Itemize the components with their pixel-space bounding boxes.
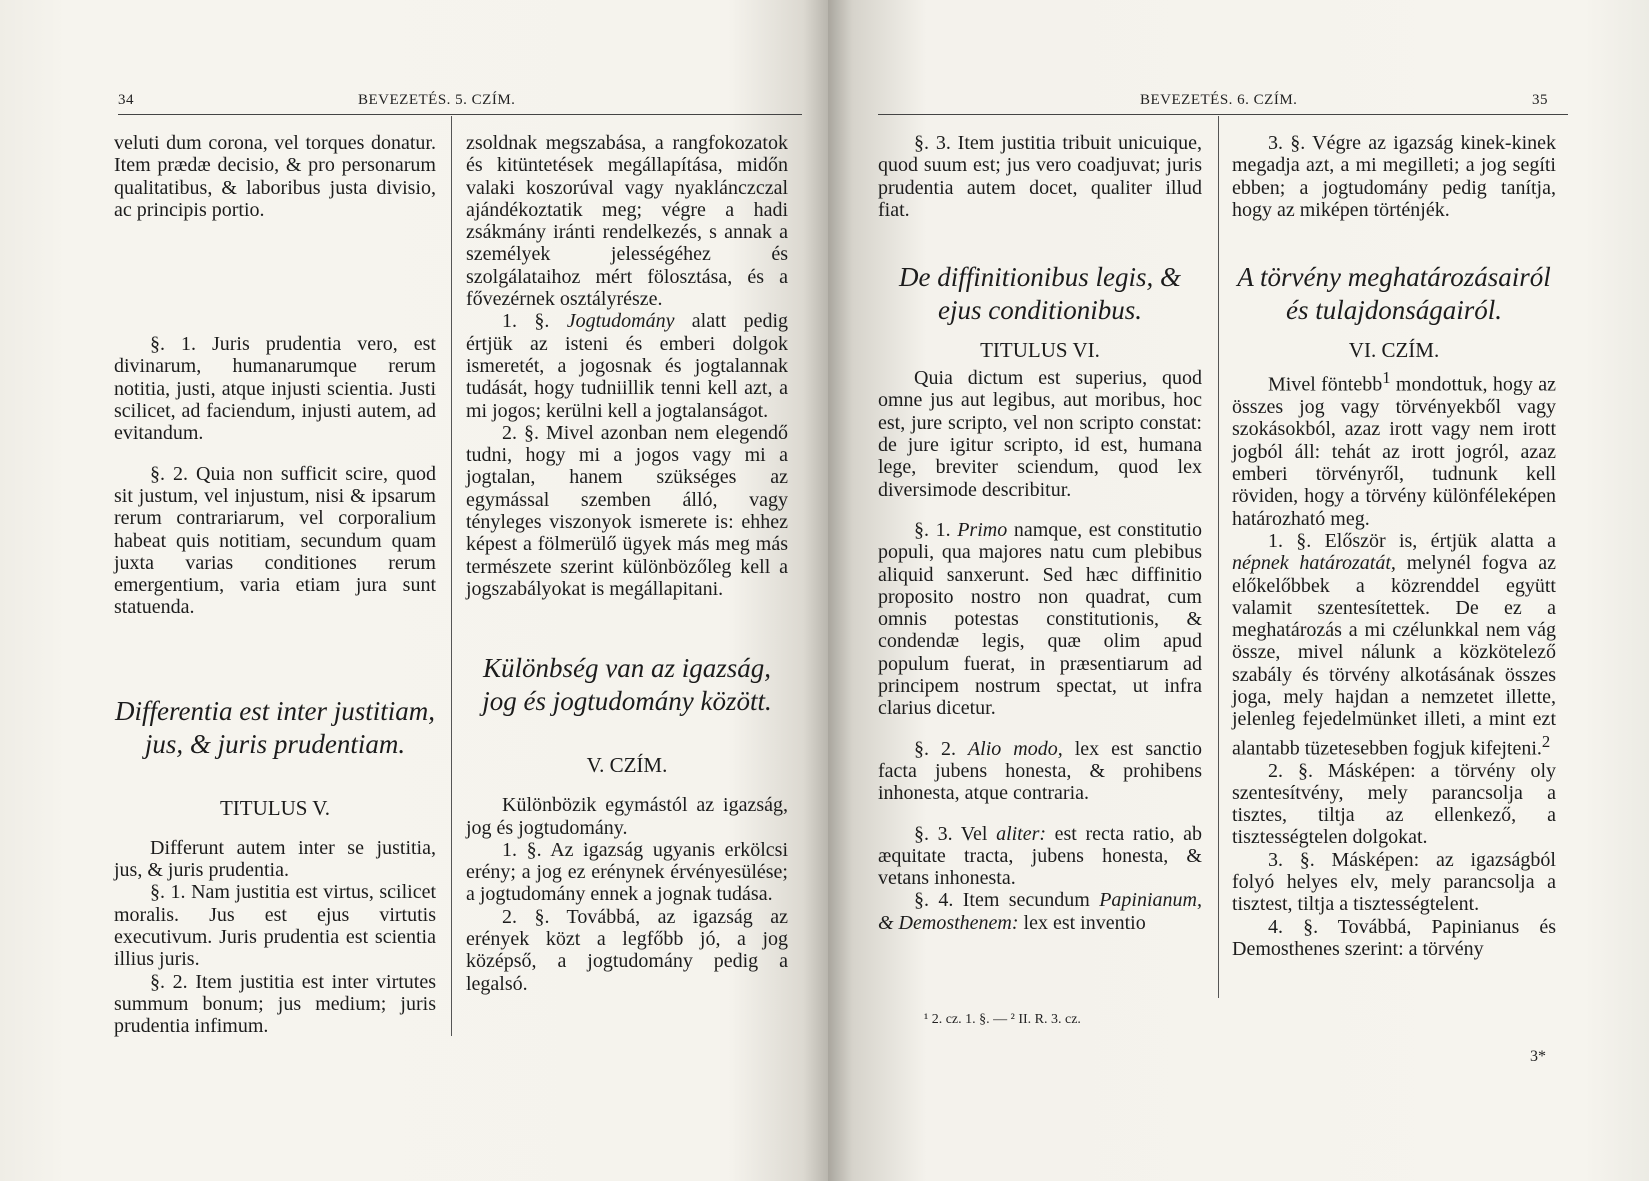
section-heading-latin: Differentia est inter justitiam, jus, & juris prudentiam. <box>115 695 435 759</box>
latin-paragraph: §. 2. Quia non sufficit scire, quod sit justum, vel injustum, nisi & ipsarum rerum contrariarum, vel corporalium habeat quis notitiam, secundum quam juxta varias conditiones rerum emergentium, varia etiam jura sunt statuenda. <box>114 462 436 619</box>
hungarian-paragraph: 2. §. Továbbá, az igazság az erények közt a legfőbb jó, a jog középső, a jogtudomány pedig a legalsó. <box>466 905 788 995</box>
section-title-latin: TITULUS V. <box>219 795 331 820</box>
latin-paragraph: §. 1. Nam justitia est virtus, scilicet moralis. Jus est ejus virtutis executivum. Juris prudentia est scientia illius juris. <box>114 881 436 971</box>
footnote: ¹ 2. cz. 1. §. — ² II. R. 3. cz. <box>924 1012 1081 1027</box>
hungarian-paragraph: 3. §. Végre az igazság kinek-kinek megadja azt, a mi megilleti; a jog segíti ebben; a jogtudomány pedig tanítja, hogy az miképen történjék. <box>1232 132 1556 221</box>
section-title-hungarian: V. CZÍM. <box>586 753 668 778</box>
latin-paragraph: §. 1. Juris prudentia vero, est divinarum, humanarumque rerum notitia, justi, atque injusti scientia. Justi scilicet, ad faciendum, injusti autem, ad evitandum. <box>114 333 436 445</box>
running-head-right: BEVEZETÉS. 6. CZÍM. <box>1140 92 1298 108</box>
hungarian-paragraph: 3. §. Másképen: az igazságból folyó helyes elv, mely parancsolja a tisztest, tiltja a tisztességtelent. <box>1232 848 1556 916</box>
column-divider-left <box>451 116 452 1036</box>
latin-paragraph: §. 3. Item justitia tribuit unicuique, quod suum est; jus vero coadjuvat; juris prudentia autem docet, qualiter illud fiat. <box>878 132 1202 221</box>
section-title-hungarian: VI. CZÍM. <box>1348 338 1440 363</box>
latin-column-right <box>878 132 1202 934</box>
page-number-left: 34 <box>118 92 134 108</box>
latin-paragraph: Quia dictum est superius, quod omne jus aut legibus, aut moribus, hoc est, jure scripto, vel non scripto constat: de jure igitur scripto, id est, humana lege, breviter sciendum, quod lex diversimode describitur. <box>878 367 1202 501</box>
hungarian-paragraph: zsoldnak megszabása, a rangfokozatok és kitüntetések megállapítása, midőn valaki koszorúval vagy nyaklánczczal ajándékoztatik meg; végre a hadi zsákmány iránti rendelkezés, s annak a személyek jelességéhez és szolgálataihoz mért fölosztása, és a fővezérnek osztályrésze. <box>466 132 788 311</box>
latin-paragraph: §. 2. Item justitia est inter virtutes summum bonum; jus medium; juris prudentia infimum. <box>114 970 436 1038</box>
section-heading-latin: De diffinitionibus legis, & ejus conditionibus. <box>899 262 1181 326</box>
section-title-latin: TITULUS VI. <box>980 338 1100 363</box>
right-page <box>828 0 1649 1181</box>
latin-paragraph: §. 3. Vel aliter: est recta ratio, ab æquitate tracta, jubens honesta, & vetans inhonesta. <box>878 822 1202 890</box>
running-head-left: BEVEZETÉS. 5. CZÍM. <box>358 92 516 108</box>
header-rule-right <box>878 114 1568 115</box>
hungarian-paragraph: 4. §. Továbbá, Papinianus és Demosthenes szerint: a törvény <box>1232 915 1556 960</box>
hungarian-paragraph: 1. §. Először is, értjük alatta a népnek határozatát, melynél fogva az előkelőbbek a közrenddel együtt valamit szentesítettek. De ez a meghatározás a mi czélunkkal nem vág össze, mivel nálunk a közkötelező szabály és törvény alkotásának összes joga, mely hajdan a nemzetet illette, jelenleg fejedelmünket illeti, a mint ezt alantabb tüzetesebben fogjuk kifejteni.$^2$ <box>1232 529 1557 760</box>
latin-column-left <box>114 132 436 1037</box>
hungarian-column-left <box>466 132 788 995</box>
section-heading-hungarian: A törvény meghatározásairól és tulajdonságairól. <box>1237 262 1551 326</box>
hungarian-column-right <box>1218 132 1556 960</box>
section-heading-hungarian: Különbség van az igazság, jog és jogtudomány között. <box>482 653 772 717</box>
hungarian-paragraph: 2. §. Másképen: a törvény oly szentesítvény, mely parancsolja a tisztes, tiltja az ellenkező, a tisztességtelen dolgokat. <box>1232 759 1556 849</box>
latin-paragraph: §. 2. Alio modo, lex est sanctio facta jubens honesta, & prohibens inhonesta, atque contraria. <box>878 737 1202 805</box>
latin-paragraph: Differunt autem inter se justitia, jus, & juris prudentia. <box>114 836 436 882</box>
latin-paragraph: §. 4. Item secundum Papinianum, & Demosthenem: lex est inventio <box>878 889 1202 934</box>
page-number-right: 35 <box>1532 92 1548 108</box>
hungarian-paragraph: Különbözik egymástól az igazság, jog és jogtudomány. <box>466 794 788 839</box>
signature-mark: 3* <box>1530 1048 1546 1065</box>
latin-paragraph: §. 1. Primo namque, est constitutio populi, qua majores natu cum plebibus aliquid sanxerunt. Sed hæc diffinitio proposito nostro non quadrat, cum omnis potestas constitutionis, & condendæ legis, quæ olim apud populum fuerat, in præsentiarum ad principem nostrum spectat, ut infra clarius dicetur. <box>878 518 1202 720</box>
hungarian-paragraph: 1. §. Az igazság ugyanis erkölcsi erény; a jog ez erénynek érvényesülése; a jogtudomány ennek a jognak tudása. <box>466 838 788 906</box>
latin-paragraph: veluti dum corona, vel torques donatur. Item prædæ decisio, & pro personarum qualitatibus, & laboribus justa divisio, ac principis portio. <box>114 132 436 221</box>
hungarian-paragraph: 1. §. Jogtudomány alatt pedig értjük az isteni és emberi dolgok ismeretét, a jogosnak és jogtalannak tudását, hogy tudniillik tenni kell azt, a mi jogos; kerülni kell a jogtalanságot. <box>466 310 788 422</box>
hungarian-paragraph: Mivel föntebb$^1$ mondottuk, hogy az összes jog vagy törvényekből vagy szokásokból, azaz irott vagy nem irott jogból áll: tehát az irott jogról, azaz emberi törvényről, tudnunk kell röviden, hogy a törvény különféleképen határozható meg. <box>1232 368 1556 530</box>
hungarian-paragraph: 2. §. Mivel azonban nem elegendő tudni, hogy mi a jogos vagy mi a jogtalan, hanem szükséges az egymással szemben álló, vagy tényleges viszonyok ismerete is: ehhez képest a fölmerülő ügyek más meg más természete szerint különbözőleg kell a jogszabályokat is megállapitani. <box>466 421 788 600</box>
header-rule-left <box>118 114 802 115</box>
